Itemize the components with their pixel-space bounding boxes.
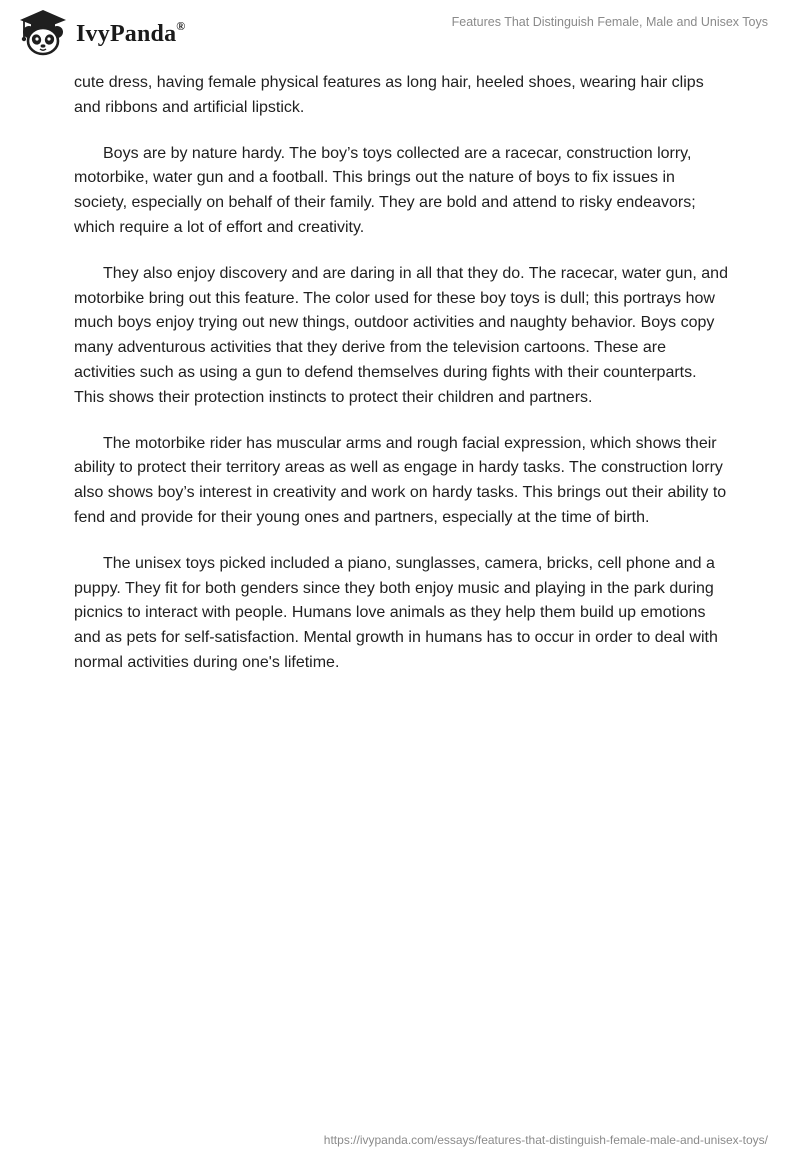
paragraph: They also enjoy discovery and are daring in all that they do. The racecar, water gun, and motorbike bring out this feature. The color used for these boy toys is dull; this portrays how much boys enjoy trying out new things, outdoor activities and naughty behavior. Boys copy many adventurous activities that they derive from the television cartoons. These are activities such as using a gun to defend themselves during fights with their counterparts. This shows their protection instincts to protect their children and partners. <box>74 264 728 406</box>
paragraph: The unisex toys picked included a piano, sunglasses, camera, bricks, cell phone and a puppy. They fit for both genders since they both enjoy music and playing in the park during picnics to interact with people. Humans love animals as they help them build up emotions and as pets for self-satisfaction. Mental growth in humans has to occur in order to deal with normal activities during one's lifetime. <box>74 554 718 671</box>
logo-wordmark: IvyPanda® <box>76 18 186 47</box>
document-title: Features That Distinguish Female, Male and Unisex Toys <box>451 15 768 29</box>
source-url-link[interactable]: https://ivypanda.com/essays/features-that-distinguish-female-male-and-unisex-toys/ <box>323 1133 768 1147</box>
paragraph: The motorbike rider has muscular arms and rough facial expression, which shows their ability to protect their territory areas as well as engage in hardy tasks. The construction lorry also shows boy’s interest in creativity and work on hardy tasks. This brings out their ability to fend and provide for their young ones and partners, especially at the time of birth. <box>74 434 727 526</box>
essay-body <box>74 71 730 697</box>
ivypanda-logo[interactable] <box>14 8 185 58</box>
paragraph-continuation: cute dress, having female physical features as long hair, heeled shoes, wearing hair clips and ribbons and artificial lipstick. <box>74 74 704 116</box>
page-header <box>0 0 800 70</box>
panda-graduation-cap-icon <box>14 8 72 58</box>
registered-mark: ® <box>176 18 186 33</box>
paragraph: Boys are by nature hardy. The boy’s toys collected are a racecar, construction lorry, motorbike, water gun and a football. This brings out the nature of boys to fix issues in society, especially on behalf of their family. They are bold and attend to risky endeavors; which require a lot of effort and creativity. <box>74 144 696 236</box>
